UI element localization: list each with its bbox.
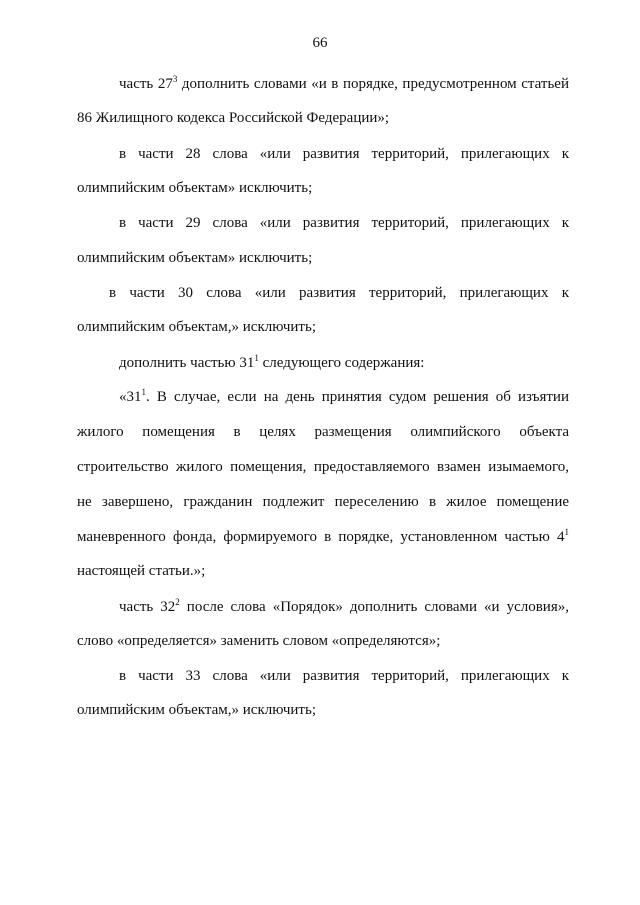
paragraph-line: олимпийским объектам,» исключить; — [77, 319, 316, 335]
paragraph-line: слово «определяется» заменить словом «определяются»; — [77, 633, 441, 649]
page-number: 66 — [312, 35, 328, 51]
paragraph-line: 86 Жилищного кодекса Российской Федерации»; — [77, 110, 390, 126]
paragraph-line: не завершено, гражданин подлежит переселению в жилое помещение — [77, 494, 569, 510]
paragraph-line: жилого помещения в целях размещения олимпийского объекта — [77, 424, 569, 440]
paragraph-line: строительство жилого помещения, предоставляемого взамен изымаемого, — [77, 459, 569, 475]
paragraph-line: олимпийским объектам» исключить; — [77, 180, 313, 196]
paragraph-line: в части 33 слова «или развития территорий, прилегающих к — [119, 668, 569, 684]
paragraph-line: часть $27^3$ дополнить словами «и в порядке, предусмотренном статьей — [119, 74, 569, 92]
paragraph-line: «$31^1$. В случае, если на день принятия судом решения об изъятии — [119, 387, 569, 405]
paragraph-line: в части 28 слова «или развития территорий, прилегающих к — [119, 146, 569, 162]
paragraph-line: в части 29 слова «или развития территорий, прилегающих к — [119, 215, 569, 231]
paragraph-line: олимпийским объектам» исключить; — [77, 250, 313, 266]
paragraph-line: в части 30 слова «или развития территорий, прилегающих к — [109, 285, 569, 301]
paragraph-line: настоящей статьи.»; — [77, 563, 206, 579]
paragraph-line: часть $32^2$ после слова «Порядок» дополнить словами «и условия», — [119, 597, 569, 615]
paragraph-line: олимпийским объектам,» исключить; — [77, 702, 316, 718]
paragraph-line: маневренного фонда, формируемого в порядке, установленном частью $4^1$ — [77, 527, 569, 545]
paragraph-line: дополнить частью $31^1$ следующего содержания: — [119, 353, 425, 371]
